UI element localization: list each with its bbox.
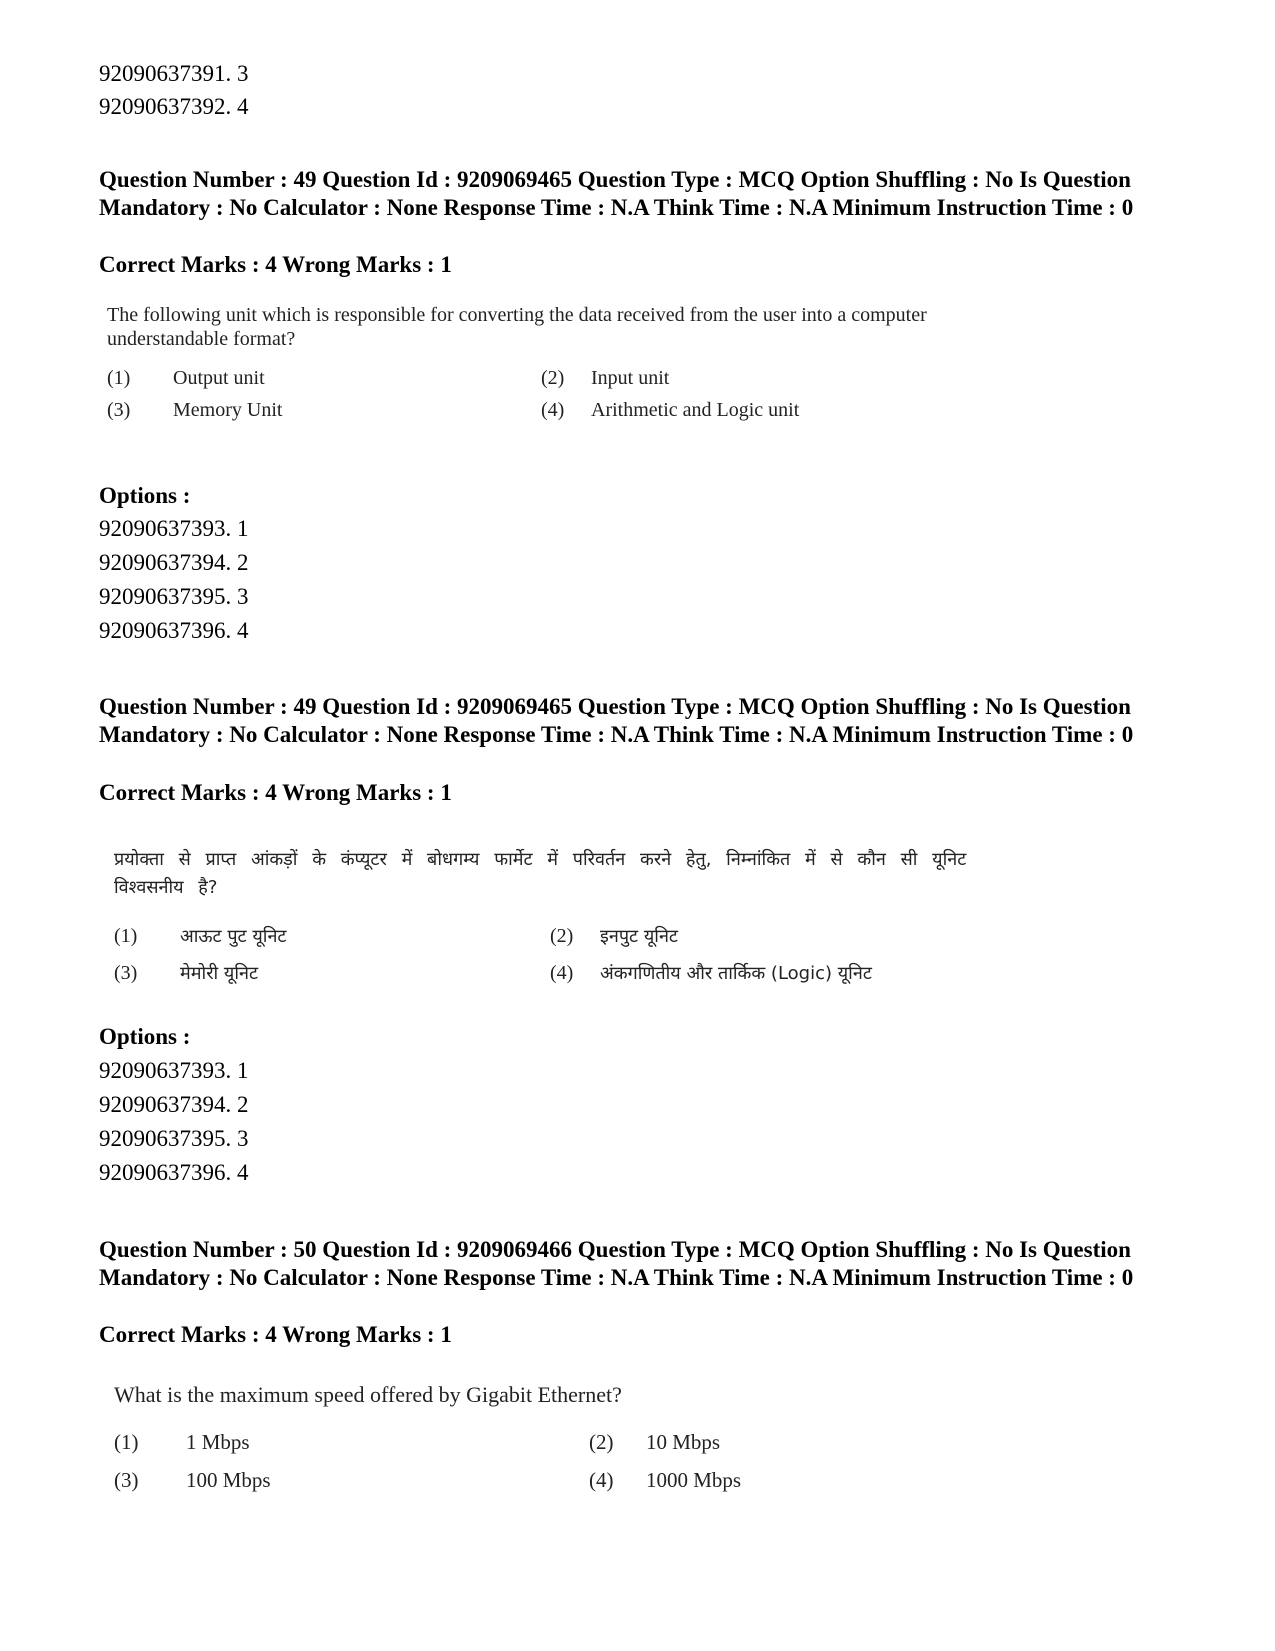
choice-number: (2) [550, 925, 574, 947]
question-marks: Correct Marks : 4 Wrong Marks : 1 [99, 1322, 452, 1347]
choice-number: (1) [114, 1430, 139, 1454]
choice-text: 1000 Mbps [646, 1468, 742, 1492]
option-line: 92090637395. 3 [99, 1126, 249, 1151]
choice-text: आऊट पुट यूनिट [180, 926, 287, 947]
question-text: प्रयोक्ता से प्राप्त आंकड़ों के कंप्यूटर में बोधगम्य फार्मेट में परिवर्तन करने हेतु, निम्नांकित में से कौन सी यूनिट विश्वसनीय है? [114, 849, 967, 898]
option-line: 92090637393. 1 [99, 516, 249, 541]
choice-text: Output unit [173, 367, 265, 389]
options-heading: Options : [99, 483, 191, 508]
choice-number: (1) [114, 925, 138, 947]
choice-number: (4) [589, 1468, 614, 1492]
choice-text: 100 Mbps [186, 1468, 271, 1492]
answer-choice [550, 961, 872, 986]
choice-text: अंकगणितीय और तार्किक (Logic) यूनिट [600, 963, 872, 984]
answer-choice [114, 1468, 271, 1492]
choice-text: 10 Mbps [646, 1430, 721, 1454]
answer-choice [114, 961, 258, 986]
choice-text: Memory Unit [173, 399, 283, 421]
option-line: 92090637395. 3 [99, 584, 249, 609]
choice-number: (3) [114, 962, 138, 984]
answer-choice [541, 366, 669, 390]
question-marks: Correct Marks : 4 Wrong Marks : 1 [99, 780, 452, 805]
question-text: What is the maximum speed offered by Gigabit Ethernet? [114, 1382, 622, 1407]
answer-choice [541, 398, 799, 422]
answer-choice [589, 1430, 720, 1454]
choice-text: Input unit [591, 367, 670, 389]
answer-choice [107, 398, 282, 422]
answer-choice [589, 1468, 741, 1492]
option-line: 92090637396. 4 [99, 618, 249, 643]
option-line: 92090637396. 4 [99, 1160, 249, 1185]
choice-number: (3) [107, 399, 131, 421]
choice-number: (2) [541, 367, 565, 389]
choice-number: (2) [589, 1430, 614, 1454]
choice-number: (3) [114, 1468, 139, 1492]
choice-text: मेमोरी यूनिट [180, 963, 259, 984]
question-meta: Question Number : 49 Question Id : 9209069465 Question Type : MCQ Option Shuffling : No Is Question Mandatory : No Calculator : None Response Time : N.A Think Time : N.A Minimum Instruction Time : 0 [99, 167, 1134, 220]
choice-number: (1) [107, 367, 131, 389]
choice-number: (4) [550, 962, 574, 984]
answer-choice [107, 366, 265, 390]
option-line: 92090637393. 1 [99, 1058, 249, 1083]
option-line: 92090637392. 4 [99, 94, 249, 119]
answer-choice [114, 924, 287, 949]
choice-text: Arithmetic and Logic unit [591, 399, 800, 421]
options-heading: Options : [99, 1024, 191, 1049]
question-meta: Question Number : 49 Question Id : 9209069465 Question Type : MCQ Option Shuffling : No Is Question Mandatory : No Calculator : None Response Time : N.A Think Time : N.A Minimum Instruction Time : 0 [99, 694, 1134, 747]
option-line: 92090637394. 2 [99, 1092, 249, 1117]
question-meta: Question Number : 50 Question Id : 9209069466 Question Type : MCQ Option Shuffling : No Is Question Mandatory : No Calculator : None Response Time : N.A Think Time : N.A Minimum Instruction Time : 0 [99, 1237, 1134, 1290]
choice-number: (4) [541, 399, 565, 421]
answer-choice [550, 924, 678, 949]
choice-text: 1 Mbps [186, 1430, 250, 1454]
choice-text: इनपुट यूनिट [600, 926, 679, 947]
answer-choice [114, 1430, 250, 1454]
option-line: 92090637394. 2 [99, 550, 249, 575]
question-marks: Correct Marks : 4 Wrong Marks : 1 [99, 252, 452, 277]
option-line: 92090637391. 3 [99, 61, 249, 86]
question-text: The following unit which is responsible for converting the data received from the user into a computer understandable format? [107, 304, 927, 350]
